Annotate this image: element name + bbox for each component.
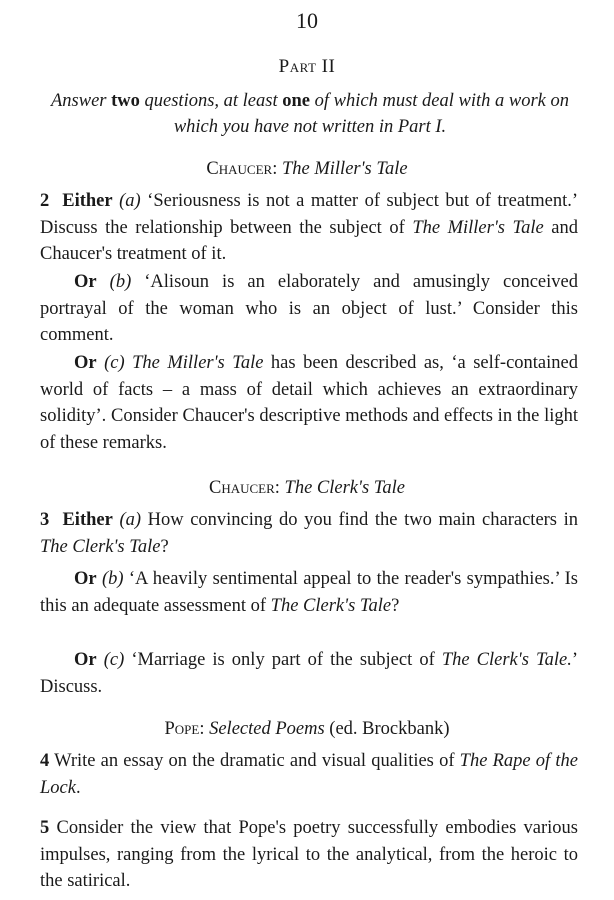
question-3a: 3 Either (a) How convincing do you find the two main characters in The Clerk's Tale? [40, 510, 579, 557]
section-heading-pope: Pope: Selected Poems (ed. Brockbank) [164, 719, 450, 739]
section-heading-clerks-tale: Chaucer: The Clerk's Tale [208, 478, 405, 498]
question-4: 4 Write an essay on the dramatic and visual qualities of The Rape of the Lock. [40, 751, 578, 798]
question-5: 5 Consider the view that Pope's poetry successfully embodies various impulses, ranging from the lyrical to the analytical, from the heroic to the satirical. [40, 818, 578, 891]
instructions: Answer two questions, at least one of which must deal with a work on which you have not written in Part I. [50, 91, 569, 137]
question-2c: Or (c) The Miller's Tale has been described as, ‘a self-contained world of facts – a mass of detail which achieves an extraordinary solidity’. Consider Chaucer's descriptive methods and effects in the light of these remarks. [40, 353, 578, 453]
part-title: Part II [278, 56, 336, 77]
page-number: 10 [296, 8, 318, 33]
question-2b: Or (b) ‘Alisoun is an elaborately and amusingly conceived portrayal of the woman who is an object of lust.’ Consider this comment. [40, 272, 578, 345]
question-3c: Or (c) ‘Marriage is only part of the subject of The Clerk's Tale.’ Discuss. [40, 650, 579, 697]
section-heading-millers-tale: Chaucer: The Miller's Tale [206, 159, 408, 179]
question-2a: 2 Either (a) ‘Seriousness is not a matter of subject but of treatment.’ Discuss the relationship between the subject of The Miller's Tale and Chaucer's treatment of it. [40, 191, 579, 264]
question-3b: Or (b) ‘A heavily sentimental appeal to the reader's sympathies.’ Is this an adequate assessment of The Clerk's Tale? [40, 569, 578, 616]
